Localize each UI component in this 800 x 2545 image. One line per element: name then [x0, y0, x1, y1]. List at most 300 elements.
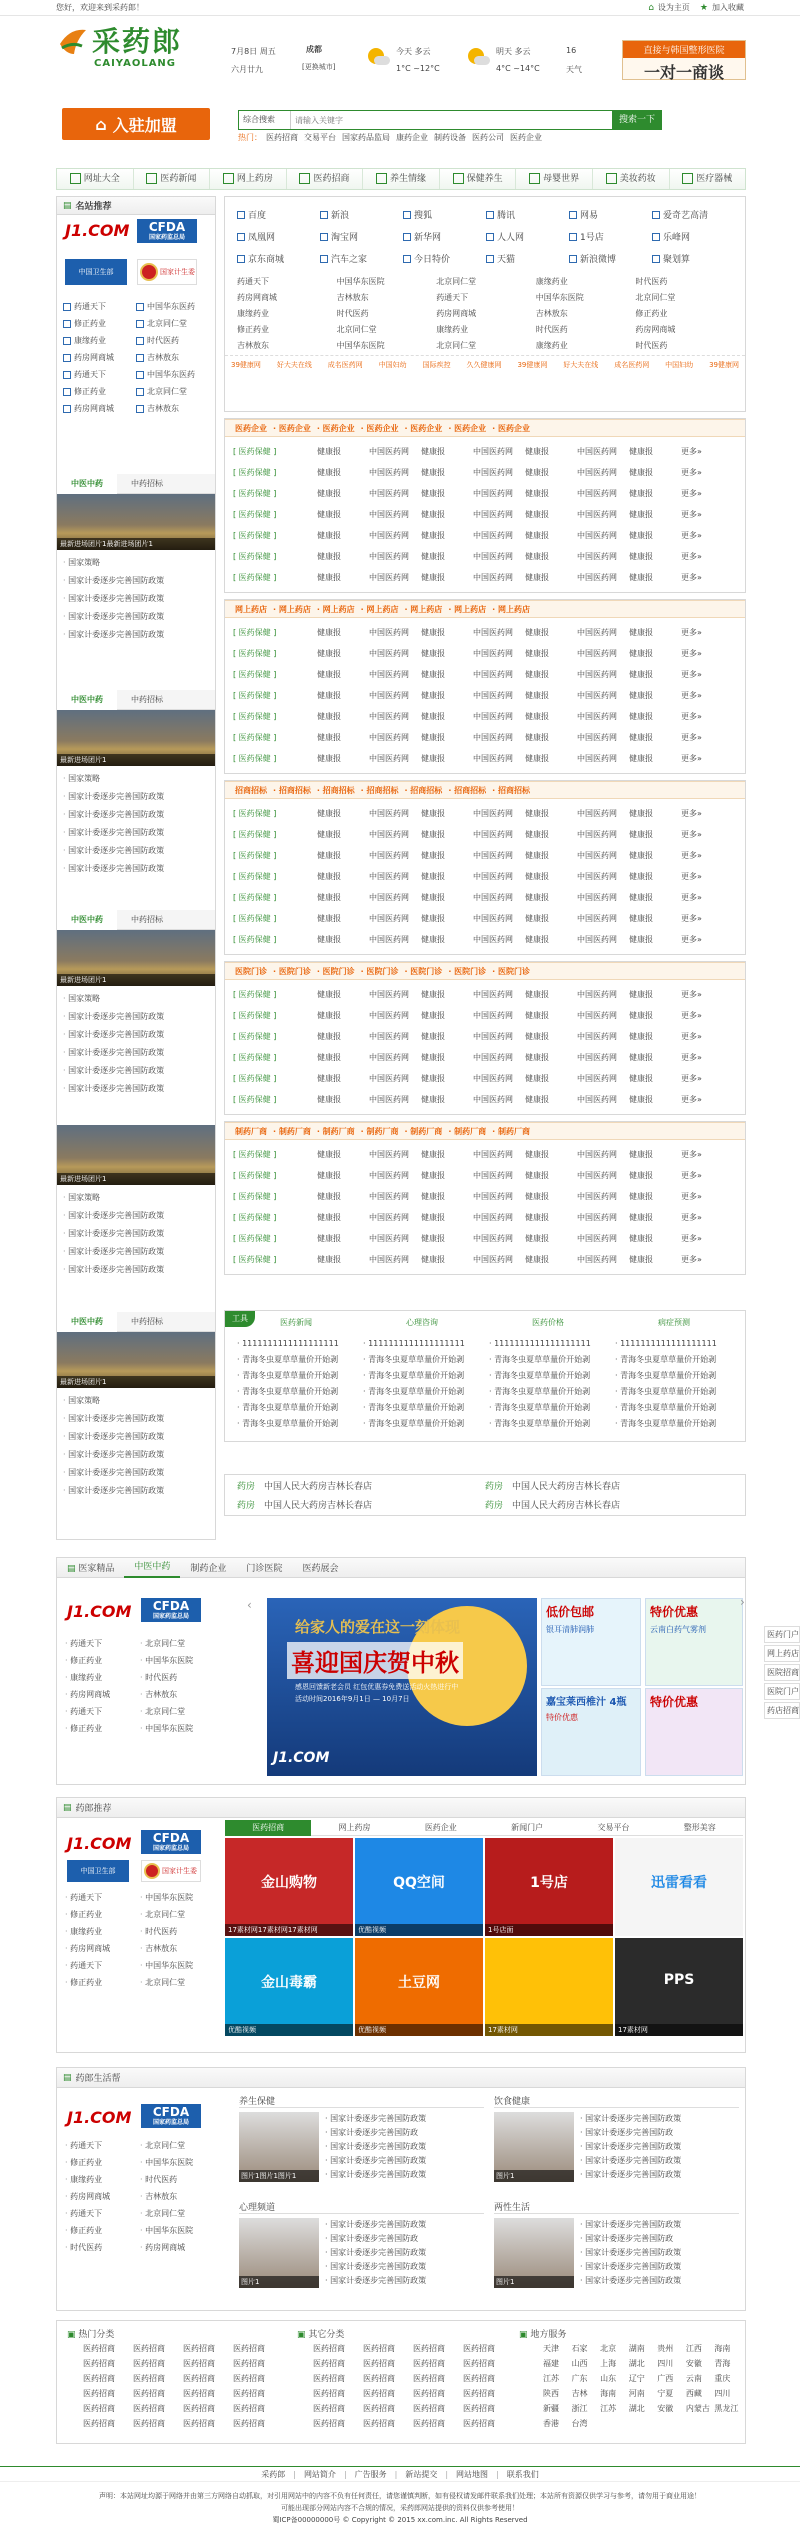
row-link[interactable]: 健康报 [629, 1095, 653, 1104]
tool-line[interactable]: · 青海冬虫夏草草量价开始剥 [615, 1403, 717, 1412]
row-category[interactable]: [ 医药保健 ] [233, 447, 277, 456]
life-news-item[interactable]: · 国家计委逐步完善国防政策 [325, 2262, 427, 2271]
category-link[interactable]: 医药招商 [463, 2419, 495, 2428]
row-link[interactable]: 中国医药网 [577, 1213, 617, 1222]
famous-link[interactable]: 吉林敖东 [136, 403, 209, 414]
row-link[interactable]: 中国医药网 [473, 1255, 513, 1264]
side-image[interactable]: 最新进场团片1 [57, 930, 215, 986]
famous-site-link[interactable]: 淘宝网 [320, 230, 403, 243]
category-link[interactable]: 医药招商 [233, 2374, 265, 2383]
hot-search-link[interactable]: 国家药品监局 [342, 133, 390, 142]
row-link[interactable]: 健康报 [421, 851, 445, 860]
life-box-title[interactable]: 养生保健 [239, 2094, 484, 2108]
section-title[interactable]: · 医院门诊 [492, 966, 530, 976]
news-item[interactable]: · 国家计委逐步完善国防政策 [63, 576, 165, 585]
row-link[interactable]: 中国医药网 [577, 914, 617, 923]
row-link[interactable]: 健康报 [525, 1171, 549, 1180]
footer-link[interactable]: 新站提交 [405, 2469, 438, 2479]
row-link[interactable]: 健康报 [525, 990, 549, 999]
recommend-tab[interactable]: 交易平台 [597, 1822, 630, 1832]
news-item[interactable]: · 国家策略 [63, 558, 101, 567]
row-link[interactable]: 健康报 [525, 468, 549, 477]
nav-item[interactable]: 医药招商 [287, 169, 364, 189]
row-category[interactable]: [ 医药保健 ] [233, 893, 277, 902]
nav-item[interactable]: 网上药房 [210, 169, 287, 189]
pharmacy-ad[interactable]: 药房 中国人民大药房吉林长春店 [485, 1501, 621, 1511]
row-link[interactable]: 健康报 [629, 830, 653, 839]
row-link[interactable]: 健康报 [629, 573, 653, 582]
city-link[interactable]: 石家 [571, 2344, 588, 2353]
famous-link[interactable]: 中国华东医药 [136, 369, 209, 380]
recommend-link[interactable]: · 药通天下 [65, 1893, 103, 1902]
life-news-item[interactable]: · 国家计委逐步完善国防政策 [580, 2220, 682, 2229]
city-link[interactable]: 河南 [628, 2389, 645, 2398]
category-link[interactable]: 医药招商 [363, 2359, 395, 2368]
row-link[interactable]: 健康报 [629, 712, 653, 721]
row-link[interactable]: 中国医药网 [577, 712, 617, 721]
hot-link[interactable]: 久久健康网 [466, 361, 502, 369]
row-link[interactable]: 健康报 [629, 1192, 653, 1201]
life-link[interactable]: · 康缘药业 [65, 2175, 103, 2184]
hot-search-link[interactable]: 交易平台 [304, 133, 336, 142]
hot-search-link[interactable]: 医药企业 [510, 133, 542, 142]
row-link[interactable]: 健康报 [317, 691, 341, 700]
category-link[interactable]: 医药招商 [413, 2404, 445, 2413]
row-link[interactable]: 健康报 [317, 1255, 341, 1264]
row-link[interactable]: 中国医药网 [369, 1192, 409, 1201]
pharma-link[interactable]: 时代医药 [535, 324, 568, 334]
life-news-item[interactable]: · 国家计委逐步完善国防政策 [325, 2248, 427, 2257]
row-link[interactable]: 中国医药网 [369, 1255, 409, 1264]
row-link[interactable]: 健康报 [317, 1171, 341, 1180]
row-link[interactable]: 中国医药网 [369, 468, 409, 477]
tool-line[interactable]: · 青海冬虫夏草草量价开始剥 [363, 1355, 465, 1364]
product-ad[interactable]: 特价优惠 [645, 1688, 743, 1776]
section-title[interactable]: · 招商招标 [360, 785, 399, 795]
row-link[interactable]: 健康报 [629, 531, 653, 540]
news-item[interactable]: · 国家计委逐步完善国防政策 [63, 630, 165, 639]
tool-line[interactable]: · 青海冬虫夏草草量价开始剥 [363, 1387, 465, 1396]
row-link[interactable]: 健康报 [525, 510, 549, 519]
row-link[interactable]: 健康报 [421, 1192, 445, 1201]
pharma-link[interactable]: 中国华东医院 [336, 276, 385, 286]
category-link[interactable]: 医药招商 [363, 2389, 395, 2398]
boutique-link[interactable]: · 修正药业 [65, 1656, 103, 1665]
city-link[interactable]: 浙江 [571, 2404, 588, 2413]
category-link[interactable]: 医药招商 [133, 2374, 165, 2383]
more-link[interactable]: 更多» [681, 914, 702, 923]
row-link[interactable]: 健康报 [421, 531, 445, 540]
set-home-link[interactable]: 设为主页 [657, 3, 690, 12]
row-link[interactable]: 中国医药网 [369, 628, 409, 637]
recommend-link[interactable]: · 中国华东医院 [140, 1893, 194, 1902]
life-news-item[interactable]: · 国家计委逐步完善国防政策 [580, 2262, 682, 2271]
famous-site-link[interactable]: 聚划算 [652, 252, 735, 265]
tab-tcm[interactable]: 中医中药 [57, 1312, 117, 1332]
famous-site-link[interactable]: 百度 [237, 208, 320, 221]
news-item[interactable]: · 国家计委逐步完善国防政策 [63, 612, 165, 621]
row-link[interactable]: 健康报 [317, 1213, 341, 1222]
footer-link[interactable]: 网站简介 [303, 2469, 336, 2479]
row-link[interactable]: 健康报 [629, 468, 653, 477]
row-link[interactable]: 健康报 [525, 649, 549, 658]
row-link[interactable]: 健康报 [421, 1213, 445, 1222]
row-link[interactable]: 中国医药网 [369, 649, 409, 658]
float-item[interactable]: 药店招商 [764, 1702, 800, 1719]
row-link[interactable]: 中国医药网 [473, 914, 513, 923]
section-title[interactable]: · 网上药店 [360, 604, 399, 614]
row-link[interactable]: 中国医药网 [369, 914, 409, 923]
boutique-link[interactable]: · 康缘药业 [65, 1673, 103, 1682]
row-link[interactable]: 中国医药网 [473, 754, 513, 763]
more-link[interactable]: 更多» [681, 809, 702, 818]
category-link[interactable]: 医药招商 [413, 2389, 445, 2398]
tool-line[interactable]: · 青海冬虫夏草草量价开始剥 [237, 1355, 339, 1364]
city-link[interactable]: 台湾 [571, 2419, 588, 2428]
category-link[interactable]: 医药招商 [83, 2419, 115, 2428]
city-link[interactable]: 四川 [657, 2359, 674, 2368]
nav-item[interactable]: 医药新闻 [134, 169, 211, 189]
tool-line[interactable]: · 青海冬虫夏草草量价开始剥 [363, 1403, 465, 1412]
famous-site-link[interactable]: 爱奇艺高清 [652, 208, 735, 221]
row-link[interactable]: 健康报 [421, 447, 445, 456]
life-box-title[interactable]: 饮食健康 [494, 2094, 739, 2108]
pharma-link[interactable]: 中国华东医院 [535, 292, 584, 302]
row-link[interactable]: 健康报 [629, 1032, 653, 1041]
city-link[interactable]: 新疆 [543, 2404, 559, 2413]
city-link[interactable]: 上海 [600, 2359, 617, 2368]
row-link[interactable]: 中国医药网 [369, 1213, 409, 1222]
more-link[interactable]: 更多» [681, 1150, 702, 1159]
city-link[interactable]: 海南 [714, 2344, 731, 2353]
hot-link[interactable]: 中国妇幼 [665, 361, 694, 369]
row-link[interactable]: 健康报 [525, 691, 549, 700]
recommend-tile[interactable] [485, 1938, 613, 2036]
category-link[interactable]: 医药招商 [133, 2389, 165, 2398]
row-link[interactable]: 健康报 [525, 1074, 549, 1083]
row-link[interactable]: 健康报 [525, 1150, 549, 1159]
city-link[interactable]: 贵州 [657, 2344, 674, 2353]
tool-line[interactable]: · 青海冬虫夏草草量价开始剥 [489, 1371, 591, 1380]
row-link[interactable]: 健康报 [317, 552, 341, 561]
row-link[interactable]: 健康报 [421, 552, 445, 561]
tool-line[interactable]: · 青海冬虫夏草草量价开始剥 [363, 1371, 465, 1380]
recommend-link[interactable]: · 北京同仁堂 [140, 1910, 186, 1919]
row-link[interactable]: 健康报 [317, 809, 341, 818]
j1-logo[interactable]: J1.COM [65, 221, 130, 240]
boutique-link[interactable]: · 时代医药 [140, 1673, 178, 1682]
row-link[interactable]: 健康报 [525, 712, 549, 721]
famous-site-link[interactable]: 乐峰网 [652, 230, 735, 243]
row-link[interactable]: 健康报 [317, 1095, 341, 1104]
row-link[interactable]: 中国医药网 [577, 510, 617, 519]
category-link[interactable]: 医药招商 [133, 2359, 165, 2368]
row-link[interactable]: 健康报 [421, 712, 445, 721]
life-news-item[interactable]: · 国家计委逐步完善国防政 [325, 2128, 419, 2137]
row-link[interactable]: 健康报 [525, 1011, 549, 1020]
category-link[interactable]: 医药招商 [313, 2344, 345, 2353]
family-planning-logo[interactable]: 国家计生委 [141, 1860, 201, 1882]
more-link[interactable]: 更多» [681, 573, 702, 582]
row-category[interactable]: [ 医药保健 ] [233, 691, 277, 700]
famous-link[interactable]: 北京同仁堂 [136, 318, 209, 329]
row-link[interactable]: 中国医药网 [369, 809, 409, 818]
row-link[interactable]: 中国医药网 [577, 691, 617, 700]
row-category[interactable]: [ 医药保健 ] [233, 1032, 277, 1041]
row-link[interactable]: 健康报 [629, 1213, 653, 1222]
boutique-link[interactable]: · 中国华东医院 [140, 1724, 194, 1733]
pharmacy-ad[interactable]: 药房 中国人民大药房吉林长春店 [485, 1482, 621, 1492]
pharma-link[interactable]: 北京同仁堂 [635, 292, 676, 302]
category-link[interactable]: 医药招商 [83, 2359, 115, 2368]
news-item[interactable]: · 国家计委逐步完善国防政策 [63, 1247, 165, 1256]
pharma-link[interactable]: 中国华东医院 [336, 340, 385, 350]
row-link[interactable]: 健康报 [317, 851, 341, 860]
more-link[interactable]: 更多» [681, 935, 702, 944]
section-title[interactable]: 招商招标 [235, 785, 267, 795]
family-planning-logo[interactable]: 国家计生委 [137, 259, 197, 285]
famous-link[interactable]: 药通天下 [63, 369, 136, 380]
row-link[interactable]: 中国医药网 [473, 447, 513, 456]
famous-site-link[interactable]: 腾讯 [486, 208, 569, 221]
tool-line[interactable]: · 青海冬虫夏草草量价开始剥 [237, 1387, 339, 1396]
pharmacy-ad[interactable]: 药房 中国人民大药房吉林长春店 [237, 1482, 373, 1492]
row-link[interactable]: 健康报 [421, 628, 445, 637]
cfda-logo[interactable]: CFDA 国家药监总局 [141, 2104, 201, 2128]
hot-link[interactable]: 好大夫在线 [563, 361, 599, 369]
pharma-link[interactable]: 药房网商城 [635, 324, 676, 334]
famous-site-link[interactable]: 新浪微博 [569, 252, 652, 265]
section-title[interactable]: · 制药厂商 [360, 1126, 399, 1136]
news-item[interactable]: · 国家计委逐步完善国防政策 [63, 1012, 165, 1021]
more-link[interactable]: 更多» [681, 531, 702, 540]
pharma-link[interactable]: 北京同仁堂 [436, 340, 477, 350]
row-link[interactable]: 健康报 [629, 754, 653, 763]
j1-logo[interactable]: J1.COM [67, 1602, 132, 1621]
row-link[interactable]: 健康报 [317, 1234, 341, 1243]
more-link[interactable]: 更多» [681, 649, 702, 658]
recommend-tile[interactable] [225, 1838, 353, 1936]
news-item[interactable]: · 国家计委逐步完善国防政策 [63, 828, 165, 837]
row-link[interactable]: 中国医药网 [369, 830, 409, 839]
life-news-item[interactable]: · 国家计委逐步完善国防政 [580, 2128, 674, 2137]
category-link[interactable]: 医药招商 [133, 2344, 165, 2353]
section-title[interactable]: 网上药店 [235, 604, 267, 614]
tool-line[interactable]: · 青海冬虫夏草草量价开始剥 [615, 1419, 717, 1428]
city-link[interactable]: 北京 [600, 2344, 617, 2353]
pharmacy-ad[interactable]: 药房 中国人民大药房吉林长春店 [237, 1501, 373, 1511]
section-title[interactable]: · 招商招标 [316, 785, 355, 795]
news-item[interactable]: · 国家策略 [63, 994, 101, 1003]
row-link[interactable]: 中国医药网 [473, 935, 513, 944]
row-link[interactable]: 中国医药网 [473, 1095, 513, 1104]
search-button[interactable]: 搜索一下 [612, 110, 662, 130]
section-title[interactable]: · 招商招标 [273, 785, 311, 795]
boutique-link[interactable]: · 吉林敖东 [140, 1690, 178, 1699]
more-link[interactable]: 更多» [681, 1213, 702, 1222]
row-link[interactable]: 健康报 [525, 489, 549, 498]
section-title[interactable]: · 制药厂商 [492, 1126, 530, 1136]
row-link[interactable]: 健康报 [421, 935, 445, 944]
category-link[interactable]: 医药招商 [313, 2359, 345, 2368]
more-link[interactable]: 更多» [681, 1032, 702, 1041]
row-link[interactable]: 中国医药网 [577, 552, 617, 561]
life-news-item[interactable]: · 国家计委逐步完善国防政策 [580, 2276, 682, 2285]
row-link[interactable]: 中国医药网 [577, 468, 617, 477]
news-item[interactable]: · 国家计委逐步完善国防政策 [63, 1030, 165, 1039]
famous-link[interactable]: 康缘药业 [63, 335, 136, 346]
row-link[interactable]: 中国医药网 [577, 1192, 617, 1201]
hot-link[interactable]: 好大夫在线 [276, 361, 312, 369]
row-link[interactable]: 中国医药网 [369, 872, 409, 881]
category-link[interactable]: 医药招商 [463, 2389, 495, 2398]
recommend-tab[interactable]: 整形美容 [683, 1822, 716, 1832]
city-link[interactable]: 福建 [543, 2359, 559, 2368]
section-title[interactable]: 医药企业 [235, 423, 267, 433]
top-ad-banner[interactable] [622, 40, 746, 80]
more-link[interactable]: 更多» [681, 1234, 702, 1243]
category-link[interactable]: 医药招商 [233, 2389, 265, 2398]
city-link[interactable]: 重庆 [714, 2374, 731, 2383]
row-link[interactable]: 中国医药网 [369, 489, 409, 498]
row-link[interactable]: 中国医药网 [577, 1032, 617, 1041]
row-link[interactable]: 中国医药网 [473, 893, 513, 902]
row-link[interactable]: 中国医药网 [577, 990, 617, 999]
city-link[interactable]: 四川 [714, 2389, 731, 2398]
row-link[interactable]: 中国医药网 [473, 851, 513, 860]
tool-line[interactable]: · 青海冬虫夏草草量价开始剥 [363, 1419, 465, 1428]
section-title[interactable]: · 招商招标 [492, 785, 530, 795]
tool-line[interactable]: · 青海冬虫夏草草量价开始剥 [615, 1387, 717, 1396]
row-link[interactable]: 中国医药网 [577, 935, 617, 944]
row-link[interactable]: 健康报 [317, 531, 341, 540]
life-news-item[interactable]: · 国家计委逐步完善国防政策 [325, 2156, 427, 2165]
row-link[interactable]: 健康报 [421, 691, 445, 700]
recommend-link[interactable]: · 中国华东医院 [140, 1961, 194, 1970]
recommend-tab[interactable]: 网上药房 [338, 1822, 371, 1832]
life-photo[interactable] [239, 2218, 319, 2288]
row-link[interactable]: 中国医药网 [577, 1171, 617, 1180]
row-link[interactable]: 中国医药网 [369, 1053, 409, 1062]
row-link[interactable]: 健康报 [421, 914, 445, 923]
life-link[interactable]: · 中国华东医院 [140, 2158, 194, 2167]
tab-expo[interactable]: 医药展会 [302, 1564, 339, 1574]
famous-site-link[interactable]: 今日特价 [403, 252, 486, 265]
row-category[interactable]: [ 医药保健 ] [233, 712, 277, 721]
city-link[interactable]: 安徽 [685, 2359, 702, 2368]
recommend-link[interactable]: · 修正药业 [65, 1978, 103, 1987]
row-link[interactable]: 健康报 [421, 489, 445, 498]
row-link[interactable]: 健康报 [629, 914, 653, 923]
section-title[interactable]: · 招商招标 [448, 785, 487, 795]
row-category[interactable]: [ 医药保健 ] [233, 1192, 277, 1201]
famous-link[interactable]: 时代医药 [136, 335, 209, 346]
row-link[interactable]: 中国医药网 [577, 754, 617, 763]
famous-link[interactable]: 药房网商城 [63, 403, 136, 414]
category-link[interactable]: 医药招商 [233, 2419, 265, 2428]
category-link[interactable]: 医药招商 [313, 2419, 345, 2428]
row-link[interactable]: 健康报 [525, 851, 549, 860]
row-link[interactable]: 健康报 [525, 893, 549, 902]
footer-link[interactable]: 采药郎 [261, 2469, 286, 2479]
row-link[interactable]: 中国医药网 [369, 1032, 409, 1041]
row-link[interactable]: 中国医药网 [473, 531, 513, 540]
recommend-link[interactable]: · 修正药业 [65, 1910, 103, 1919]
city-link[interactable]: 辽宁 [628, 2374, 645, 2383]
famous-site-link[interactable]: 汽车之家 [320, 252, 403, 265]
category-link[interactable]: 医药招商 [133, 2419, 165, 2428]
tab-clinic[interactable]: 门诊医院 [246, 1564, 283, 1574]
recommend-link[interactable]: · 吉林敖东 [140, 1944, 178, 1953]
life-news-item[interactable]: · 国家计委逐步完善国防政策 [580, 2142, 682, 2151]
row-link[interactable]: 健康报 [629, 990, 653, 999]
famous-link[interactable]: 中国华东医药 [136, 301, 209, 312]
tool-heading[interactable]: 医药价格 [532, 1318, 564, 1327]
famous-site-link[interactable]: 人人网 [486, 230, 569, 243]
news-item[interactable]: · 国家计委逐步完善国防政策 [63, 810, 165, 819]
tool-heading[interactable]: 心理咨询 [406, 1318, 438, 1327]
row-category[interactable]: [ 医药保健 ] [233, 754, 277, 763]
life-box-title[interactable]: 两性生活 [494, 2200, 739, 2214]
row-link[interactable]: 中国医药网 [577, 531, 617, 540]
category-link[interactable]: 医药招商 [313, 2404, 345, 2413]
row-link[interactable]: 健康报 [525, 1213, 549, 1222]
section-title[interactable]: · 医药企业 [448, 423, 487, 433]
news-item[interactable]: · 国家计委逐步完善国防政策 [63, 1084, 165, 1093]
row-link[interactable]: 中国医药网 [473, 712, 513, 721]
city-link[interactable]: 青海 [714, 2359, 731, 2368]
health-ministry-logo[interactable]: 中国卫生部 [65, 259, 127, 285]
row-link[interactable]: 中国医药网 [473, 1053, 513, 1062]
recommend-tile[interactable] [355, 1938, 483, 2036]
row-link[interactable]: 健康报 [629, 1234, 653, 1243]
row-link[interactable]: 健康报 [629, 628, 653, 637]
pharma-link[interactable]: 康缘药业 [237, 308, 269, 318]
more-link[interactable]: 更多» [681, 489, 702, 498]
row-link[interactable]: 健康报 [317, 468, 341, 477]
category-link[interactable]: 医药招商 [183, 2419, 215, 2428]
section-title[interactable]: · 医药企业 [492, 423, 530, 433]
section-title[interactable]: 医院门诊 [235, 966, 267, 976]
category-link[interactable]: 医药招商 [363, 2404, 395, 2413]
news-item[interactable]: · 国家计委逐步完善国防政策 [63, 1211, 165, 1220]
row-link[interactable]: 健康报 [525, 809, 549, 818]
section-title[interactable]: · 医药企业 [360, 423, 399, 433]
news-item[interactable]: · 国家计委逐步完善国防政策 [63, 1450, 165, 1459]
tab-tcm[interactable]: 中医中药 [57, 474, 117, 494]
famous-site-link[interactable]: 网易 [569, 208, 652, 221]
row-link[interactable]: 中国医药网 [577, 1011, 617, 1020]
category-link[interactable]: 医药招商 [183, 2344, 215, 2353]
section-title[interactable]: · 制药厂商 [316, 1126, 355, 1136]
more-link[interactable]: 更多» [681, 1011, 702, 1020]
row-link[interactable]: 健康报 [421, 1074, 445, 1083]
nav-item[interactable]: 网址大全 [57, 169, 134, 189]
section-title[interactable]: · 网上药店 [448, 604, 487, 614]
pharma-link[interactable]: 药通天下 [436, 292, 469, 302]
category-link[interactable]: 医药招商 [83, 2344, 115, 2353]
row-link[interactable]: 中国医药网 [473, 1171, 513, 1180]
life-news-item[interactable]: · 国家计委逐步完善国防政策 [580, 2248, 682, 2257]
row-link[interactable]: 健康报 [317, 935, 341, 944]
news-item[interactable]: · 国家计委逐步完善国防政策 [63, 792, 165, 801]
famous-site-link[interactable]: 新浪 [320, 208, 403, 221]
prev-arrow-icon[interactable]: ‹ [247, 1598, 252, 1612]
life-box-title[interactable]: 心理频道 [239, 2200, 484, 2214]
life-link[interactable]: · 吉林敖东 [140, 2192, 178, 2201]
cfda-logo[interactable]: CFDA 国家药监总局 [141, 1830, 201, 1854]
add-favorite-link[interactable]: 加入收藏 [712, 3, 744, 12]
